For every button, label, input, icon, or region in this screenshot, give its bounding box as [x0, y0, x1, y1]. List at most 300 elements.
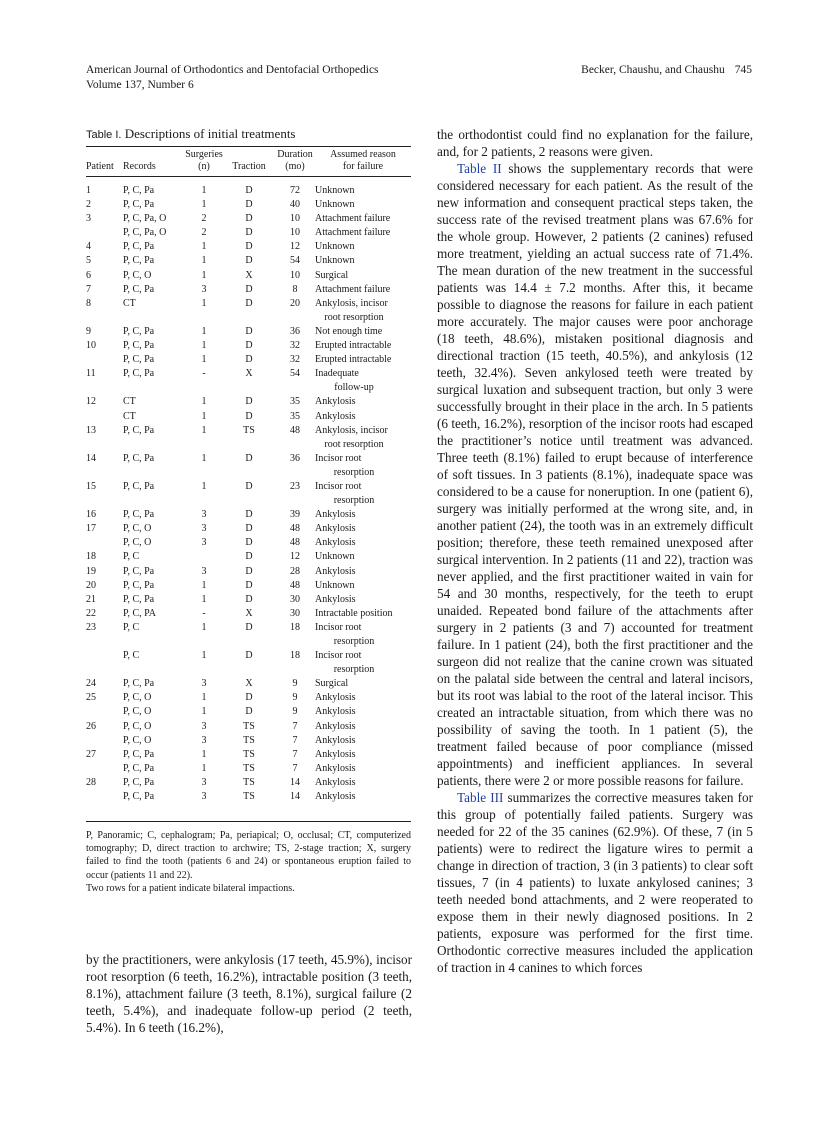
- cell-traction-text: D: [245, 523, 253, 535]
- cell-patient-text: 13: [86, 424, 96, 436]
- cell-patient-text: 12: [86, 396, 96, 408]
- cell-surgeries: [185, 226, 223, 240]
- body-paragraph-2: [437, 160, 753, 789]
- cell-traction: [223, 177, 275, 199]
- col-failure-1: Assumed reason: [330, 149, 396, 160]
- table-row: [86, 226, 411, 240]
- cell-surgeries-text: 3: [201, 523, 207, 535]
- table-row: [86, 579, 411, 593]
- cell-traction-text: TS: [243, 776, 255, 788]
- cell-traction-text: X: [245, 269, 253, 281]
- cell-records-text: P, C, Pa: [123, 424, 155, 436]
- cell-surgeries: [185, 424, 223, 452]
- cell-duration-text: 10: [290, 227, 300, 239]
- cell-traction: [223, 367, 275, 395]
- cell-patient-text: 9: [86, 325, 91, 337]
- cell-traction: [223, 353, 275, 367]
- cell-failure-text: Ankylosis: [315, 396, 356, 408]
- cell-failure: [315, 339, 411, 353]
- cell-patient-text: 8: [86, 297, 91, 309]
- cell-traction-text: D: [245, 199, 253, 211]
- cell-failure: [315, 353, 411, 367]
- cell-traction-text: D: [245, 509, 253, 521]
- cell-surgeries: [185, 593, 223, 607]
- cell-surgeries: [185, 339, 223, 353]
- cell-duration: [275, 297, 315, 325]
- cell-traction-text: D: [245, 593, 253, 605]
- cell-patient: [86, 677, 123, 691]
- cell-duration-text: 18: [290, 650, 300, 662]
- cell-failure: [315, 705, 411, 719]
- cell-traction: [223, 508, 275, 522]
- cell-failure-text: Ankylosis: [315, 748, 356, 760]
- cell-patient-text: 28: [86, 776, 96, 788]
- cell-records: [123, 720, 185, 734]
- table-row: [86, 508, 411, 522]
- cell-records: [123, 677, 185, 691]
- cell-records: [123, 480, 185, 508]
- table-row: [86, 424, 411, 452]
- cell-traction: [223, 452, 275, 480]
- cell-surgeries: [185, 607, 223, 621]
- cell-failure-text: Surgical: [315, 678, 349, 690]
- cell-traction: [223, 269, 275, 283]
- cell-duration-text: 9: [292, 692, 298, 704]
- cell-traction: [223, 607, 275, 621]
- cell-duration: [275, 410, 315, 424]
- cell-records-text: P, C, Pa, O: [123, 227, 167, 239]
- cell-records-text: P, C, Pa: [123, 199, 155, 211]
- cell-surgeries-text: 1: [201, 593, 207, 605]
- cell-patient-text: 11: [86, 368, 96, 380]
- cell-patient: [86, 593, 123, 607]
- cell-failure: [315, 297, 411, 325]
- cell-records-text: P, C, Pa: [123, 452, 155, 464]
- cell-records-text: P, C, Pa: [123, 480, 155, 492]
- cell-traction-text: X: [245, 607, 253, 619]
- cell-failure: [315, 790, 411, 804]
- cell-failure: [315, 734, 411, 748]
- cell-records-text: P, C, Pa: [123, 368, 155, 380]
- cell-patient: [86, 177, 123, 199]
- cell-records: [123, 734, 185, 748]
- cell-records: [123, 790, 185, 804]
- cell-records: [123, 297, 185, 325]
- table-body: [86, 177, 411, 805]
- cell-surgeries-text: 3: [201, 509, 207, 521]
- cell-failure-text: Unknown: [315, 551, 355, 563]
- cell-failure: [315, 269, 411, 283]
- cell-traction-text: TS: [243, 734, 255, 746]
- cell-records-text: P, C, Pa: [123, 678, 155, 690]
- cell-surgeries-text: 1: [201, 452, 207, 464]
- cell-traction: [223, 283, 275, 297]
- cell-surgeries-text: 1: [201, 762, 207, 774]
- body-paragraph-2-text: shows the supplementary records that were considered necessary for each patient. As the result of the new information and consequent practical steps taken, the success rate of the revised treatment plans was 67.6% for the whole group. However, 2 patients (2 canines) refused more treatment, yielding an actual success rate of 71.4%. The mean duration of the new treatment in the successful patients was 14.4 ± 7.2 months. After this, it became possible to diagnose the reasons for failure in each patient more accurately. The major causes were poor anchorage (18 teeth, 48.6%), mistaken positional diagnosis and directional traction (15 teeth, 40.5%), and ankylosis (12 teeth, 32.4%). Seven ankylosed teeth were treated by surgical luxation and subsequent traction, but only 3 were successfully brought in their place in the arch. In 5 patients (6 teeth, 16.2%), resorption of the incisor roots had escaped the practitioner’s notice until treatment was advanced. Three teeth (8.1%) failed to erupt because of interference of soft tissues. In 3 patients (8.1%), inadequate space was considered to be a cause for noneruption. In one (patient 6), surgery was initially performed at the wrong site, and, in another patient (24), the tooth was in an extremely difficult position; therefore, these teeth remained unexposed after surgical intervention. In 2 patients (11 and 22), traction was never applied, and the first practitioner waited in vain for 54 and 30 months, respectively, for the teeth to erupt unaided. Repeated bond failure of the attachments after surgery in 2 patients (3 and 7) accounted for treatment failure. In 1 patient (24), both the first practitioner and the surgeon did not realize that the canine crown was situated on the palatal side between the central and lateral incisors, but its root was labial to the root of the lateral incisor. This created an intractable situation, from which there was no possibility of saving the tooth. In 1 patient (5), the treatment failed because of poor compliance (missed appointments) and inefficient appliances. In several patients, there were 2 or more possible reasons for failure.: [437, 161, 753, 788]
- cell-traction: [223, 254, 275, 268]
- cell-patient: [86, 325, 123, 339]
- cell-failure-text: Attachment failure: [315, 213, 391, 225]
- cell-patient-text: 24: [86, 678, 96, 690]
- cell-duration-text: 14: [290, 791, 300, 803]
- cell-failure-text: Attachment failure: [315, 283, 391, 295]
- col-duration-1: Duration: [277, 149, 313, 160]
- cell-surgeries: [185, 790, 223, 804]
- page-number: 745: [734, 64, 752, 76]
- cell-failure: [315, 565, 411, 579]
- cell-traction: [223, 212, 275, 226]
- table-row: [86, 212, 411, 226]
- cell-records: [123, 536, 185, 550]
- cell-duration: [275, 283, 315, 297]
- cell-patient-text: 19: [86, 565, 96, 577]
- cell-surgeries: [185, 776, 223, 790]
- cell-patient: [86, 565, 123, 579]
- cell-traction-text: D: [245, 283, 253, 295]
- cell-failure-text: Ankylosis, incisor: [315, 297, 388, 309]
- cell-failure-text: Unknown: [315, 185, 355, 196]
- cell-duration-text: 35: [290, 396, 300, 408]
- cell-traction: [223, 776, 275, 790]
- table-row: [86, 607, 411, 621]
- cell-traction-text: D: [245, 650, 253, 662]
- journal-volume: Volume 137, Number 6: [86, 79, 194, 91]
- cell-traction: [223, 522, 275, 536]
- cell-duration: [275, 720, 315, 734]
- cell-patient-text: 17: [86, 523, 96, 535]
- cell-patient: [86, 353, 123, 367]
- cell-failure: [315, 522, 411, 536]
- cell-traction-text: D: [245, 537, 253, 549]
- cell-duration-text: 72: [290, 185, 300, 196]
- cell-surgeries-text: 3: [201, 776, 207, 788]
- cell-traction: [223, 621, 275, 649]
- cell-patient: [86, 720, 123, 734]
- cell-surgeries: [185, 452, 223, 480]
- cell-patient-text: 20: [86, 579, 96, 591]
- cell-failure-text: Incisor root: [315, 452, 362, 464]
- cell-duration-text: 48: [290, 537, 300, 549]
- cell-surgeries-text: -: [202, 607, 206, 619]
- cell-duration-text: 12: [290, 551, 300, 563]
- cell-traction: [223, 395, 275, 409]
- cell-failure: [315, 424, 411, 452]
- cell-records: [123, 565, 185, 579]
- cell-duration-text: 20: [290, 297, 300, 309]
- col-failure-2: for failure: [315, 161, 411, 177]
- cell-duration: [275, 198, 315, 212]
- cell-failure-text: Not enough time: [315, 325, 383, 337]
- cell-duration: [275, 649, 315, 677]
- table-row: [86, 790, 411, 804]
- cell-records: [123, 705, 185, 719]
- cell-failure-text: Ankylosis: [315, 410, 356, 422]
- cell-patient-text: 10: [86, 340, 96, 352]
- cell-duration-text: 54: [290, 368, 300, 380]
- cell-patient: [86, 283, 123, 297]
- cell-duration: [275, 677, 315, 691]
- cell-records: [123, 254, 185, 268]
- cell-traction: [223, 536, 275, 550]
- cell-traction: [223, 198, 275, 212]
- cell-failure-text: Incisor root: [315, 621, 362, 633]
- left-column-text: [86, 951, 412, 1036]
- cell-surgeries-text: 1: [201, 706, 207, 718]
- cell-traction-text: TS: [243, 762, 255, 774]
- cell-failure: [315, 283, 411, 297]
- cell-surgeries-text: 1: [201, 480, 207, 492]
- cell-patient: [86, 550, 123, 564]
- cell-surgeries-text: 1: [201, 579, 207, 591]
- cell-failure-text: Incisor root: [315, 650, 362, 662]
- cell-records: [123, 691, 185, 705]
- cell-traction-text: D: [245, 340, 253, 352]
- table-ii-link[interactable]: Table II: [457, 161, 502, 176]
- cell-records: [123, 339, 185, 353]
- cell-surgeries-text: 3: [201, 678, 207, 690]
- cell-surgeries: [185, 748, 223, 762]
- table-row: [86, 198, 411, 212]
- cell-surgeries-text: 2: [201, 227, 207, 239]
- cell-traction-text: D: [245, 297, 253, 309]
- cell-duration-text: 36: [290, 325, 300, 337]
- cell-surgeries-text: 1: [201, 325, 207, 337]
- cell-records-text: P, C, Pa: [123, 762, 155, 774]
- cell-records: [123, 353, 185, 367]
- cell-records: [123, 395, 185, 409]
- cell-failure-text: Ankylosis: [315, 593, 356, 605]
- cell-failure-text: Surgical: [315, 269, 349, 281]
- cell-surgeries: [185, 565, 223, 579]
- cell-traction: [223, 649, 275, 677]
- cell-failure-text: Inadequate: [315, 368, 359, 380]
- cell-failure: [315, 649, 411, 677]
- cell-surgeries-text: 1: [201, 297, 207, 309]
- cell-surgeries-text: 1: [201, 340, 207, 352]
- table-row: [86, 748, 411, 762]
- cell-patient: [86, 579, 123, 593]
- cell-records: [123, 177, 185, 199]
- cell-failure-text: Ankylosis: [315, 706, 356, 718]
- cell-patient: [86, 790, 123, 804]
- cell-duration-text: 14: [290, 776, 300, 788]
- cell-records-text: P, C: [123, 621, 140, 633]
- cell-duration-text: 54: [290, 255, 300, 267]
- cell-failure: [315, 762, 411, 776]
- cell-duration: [275, 550, 315, 564]
- col-patient: Patient: [86, 161, 123, 177]
- table-iii-link[interactable]: Table III: [457, 790, 504, 805]
- cell-duration: [275, 579, 315, 593]
- cell-traction-text: D: [245, 354, 253, 366]
- cell-failure-text: Ankylosis: [315, 509, 356, 521]
- cell-surgeries-text: 2: [201, 213, 207, 225]
- cell-surgeries-text: 1: [201, 185, 207, 196]
- cell-surgeries: [185, 353, 223, 367]
- cell-failure-text: Ankylosis: [315, 692, 356, 704]
- cell-failure: [315, 550, 411, 564]
- cell-failure: [315, 395, 411, 409]
- table-row: [86, 649, 411, 677]
- cell-surgeries-text: 1: [201, 410, 207, 422]
- cell-traction: [223, 339, 275, 353]
- cell-records: [123, 226, 185, 240]
- cell-duration-text: 8: [292, 283, 298, 295]
- cell-records-text: CT: [123, 297, 136, 309]
- cell-records-text: P, C, Pa: [123, 748, 155, 760]
- cell-traction: [223, 593, 275, 607]
- cell-failure-text: Unknown: [315, 579, 355, 591]
- cell-traction-text: D: [245, 255, 253, 267]
- cell-surgeries: [185, 325, 223, 339]
- cell-records-text: P, C, Pa: [123, 241, 155, 253]
- cell-surgeries: [185, 198, 223, 212]
- cell-surgeries-text: 3: [201, 537, 207, 549]
- cell-duration: [275, 325, 315, 339]
- cell-surgeries: [185, 649, 223, 677]
- cell-traction: [223, 762, 275, 776]
- cell-duration-text: 7: [292, 748, 298, 760]
- cell-records: [123, 522, 185, 536]
- cell-patient: [86, 254, 123, 268]
- cell-failure: [315, 579, 411, 593]
- cell-failure-text: Ankylosis: [315, 565, 356, 577]
- table-row: [86, 297, 411, 325]
- cell-surgeries-text: 1: [201, 241, 207, 253]
- cell-duration-text: 48: [290, 579, 300, 591]
- cell-records: [123, 762, 185, 776]
- cell-records: [123, 508, 185, 522]
- cell-records-text: P, C, Pa: [123, 593, 155, 605]
- cell-surgeries: [185, 254, 223, 268]
- cell-records: [123, 550, 185, 564]
- cell-patient: [86, 339, 123, 353]
- cell-traction-text: D: [245, 565, 253, 577]
- table-row: [86, 762, 411, 776]
- table-row: [86, 565, 411, 579]
- cell-traction-text: D: [245, 706, 253, 718]
- cell-traction-text: D: [245, 551, 253, 563]
- cell-records: [123, 748, 185, 762]
- cell-failure-text: Erupted intractable: [315, 354, 392, 366]
- table-row: [86, 691, 411, 705]
- journal-name: American Journal of Orthodontics and Dentofacial Orthopedics: [86, 64, 379, 76]
- cell-patient: [86, 480, 123, 508]
- cell-records: [123, 607, 185, 621]
- cell-patient: [86, 762, 123, 776]
- cell-surgeries-text: 1: [201, 269, 207, 281]
- cell-traction-text: D: [245, 692, 253, 704]
- cell-surgeries: [185, 705, 223, 719]
- cell-records-text: P, C, Pa: [123, 579, 155, 591]
- cell-patient: [86, 522, 123, 536]
- cell-failure-continued: resorption: [333, 664, 375, 676]
- table-row: [86, 705, 411, 719]
- cell-surgeries: [185, 177, 223, 199]
- cell-records-text: P, C, Pa: [123, 509, 155, 521]
- cell-duration-text: 40: [290, 199, 300, 211]
- cell-records-text: P, C, O: [123, 720, 152, 732]
- col-traction: Traction: [223, 161, 275, 177]
- cell-patient-text: 25: [86, 692, 96, 704]
- cell-duration-text: 36: [290, 452, 300, 464]
- cell-surgeries-text: 1: [201, 424, 207, 436]
- cell-duration-text: 7: [292, 762, 298, 774]
- cell-traction: [223, 240, 275, 254]
- cell-failure: [315, 226, 411, 240]
- cell-records-text: P, C, Pa: [123, 354, 155, 366]
- cell-records: [123, 579, 185, 593]
- cell-surgeries-text: 3: [201, 791, 207, 803]
- cell-records-text: P, C, O: [123, 537, 152, 549]
- cell-traction-text: D: [245, 480, 253, 492]
- table-row: [86, 339, 411, 353]
- cell-duration-text: 39: [290, 509, 300, 521]
- cell-surgeries-text: 1: [201, 748, 207, 760]
- table-footnote-bilateral: Two rows for a patient indicate bilateral impactions.: [86, 882, 295, 894]
- cell-records-text: P, C, Pa: [123, 565, 155, 577]
- cell-duration: [275, 522, 315, 536]
- cell-patient: [86, 734, 123, 748]
- cell-failure-text: Unknown: [315, 199, 355, 211]
- cell-failure: [315, 367, 411, 395]
- cell-failure: [315, 776, 411, 790]
- cell-patient-text: 6: [86, 269, 91, 281]
- cell-traction-text: D: [245, 227, 253, 239]
- cell-failure: [315, 452, 411, 480]
- cell-patient: [86, 649, 123, 677]
- cell-duration-text: 7: [292, 720, 298, 732]
- cell-failure: [315, 607, 411, 621]
- cell-failure-text: Ankylosis: [315, 720, 356, 732]
- cell-surgeries: [185, 410, 223, 424]
- cell-duration: [275, 508, 315, 522]
- cell-patient-text: 18: [86, 551, 96, 563]
- cell-traction: [223, 734, 275, 748]
- cell-traction-text: D: [245, 621, 253, 633]
- col-surgeries-2: (n): [185, 161, 223, 177]
- cell-surgeries: [185, 691, 223, 705]
- cell-patient: [86, 508, 123, 522]
- cell-surgeries: [185, 269, 223, 283]
- cell-patient: [86, 410, 123, 424]
- cell-failure-continued: resorption: [333, 495, 375, 507]
- table-row: [86, 269, 411, 283]
- table-row: [86, 522, 411, 536]
- table-row: [86, 395, 411, 409]
- cell-patient-text: 27: [86, 748, 96, 760]
- cell-records-text: P, C: [123, 551, 140, 563]
- cell-failure-text: Ankylosis: [315, 523, 356, 535]
- cell-records-text: CT: [123, 410, 136, 422]
- body-paragraph: by the practitioners, were ankylosis (17 teeth, 45.9%), incisor root resorption (6 teeth, 16.2%), intractable position (3 teeth, 8.1%), attachment failure (3 teeth, 8.1%), surgical failure (2 teeth, 5.4%), and inadequate follow-up period (2 teeth, 5.4%). In 6 teeth (16.2%),: [86, 952, 412, 1035]
- table-row: [86, 283, 411, 297]
- cell-records-text: P, C, PA: [123, 607, 156, 619]
- cell-surgeries-text: 1: [201, 199, 207, 211]
- cell-duration: [275, 226, 315, 240]
- cell-patient: [86, 536, 123, 550]
- table-footnote: [86, 829, 411, 895]
- table-bottom-rule: [86, 821, 411, 822]
- cell-patient-text: 7: [86, 283, 91, 295]
- cell-traction: [223, 226, 275, 240]
- body-paragraph-3: [437, 789, 753, 976]
- cell-records: [123, 198, 185, 212]
- cell-surgeries-text: 3: [201, 565, 207, 577]
- cell-failure-continued: resorption: [333, 636, 375, 647]
- cell-traction: [223, 410, 275, 424]
- cell-surgeries: [185, 677, 223, 691]
